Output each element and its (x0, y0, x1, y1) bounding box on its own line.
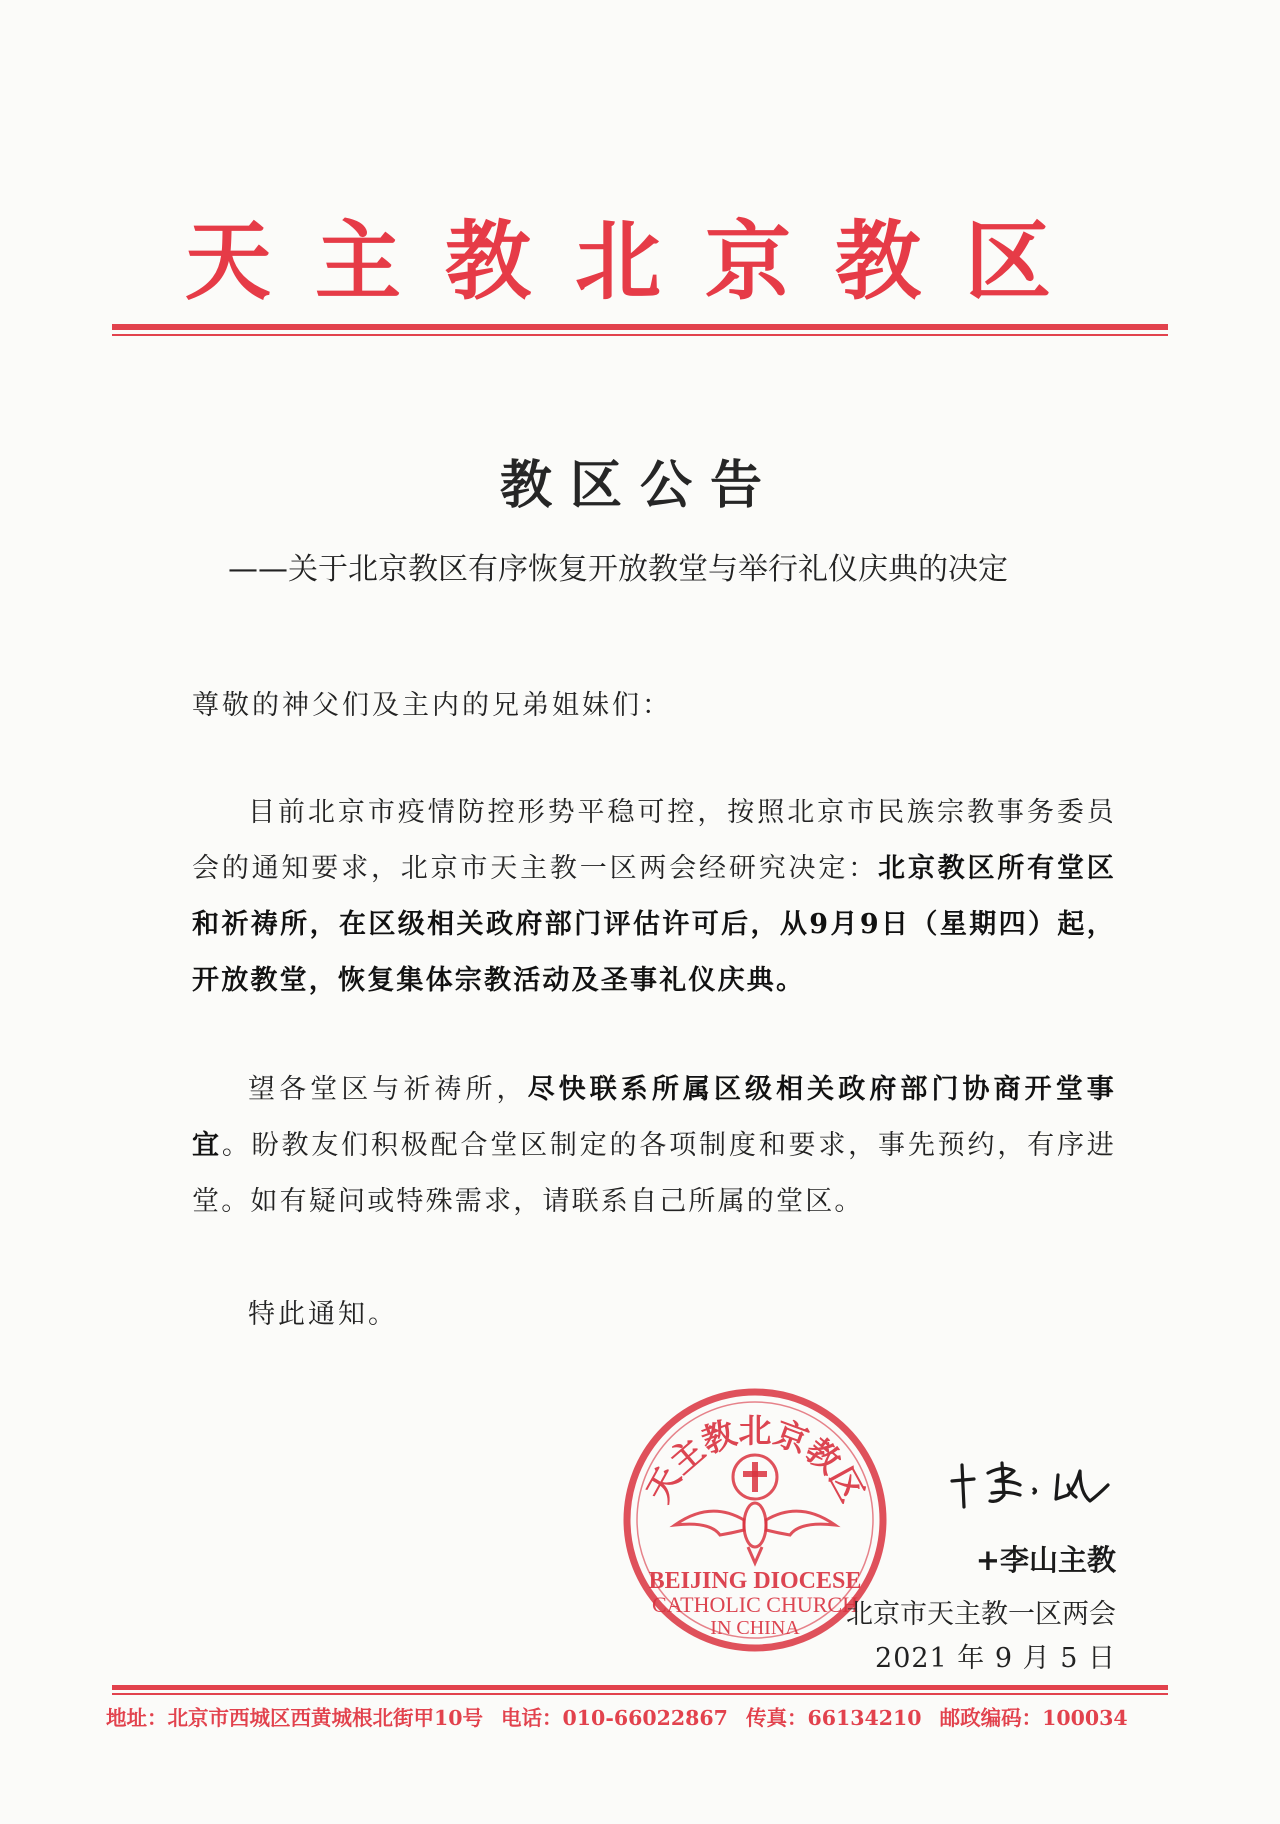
notice-title: 教区公告 (499, 456, 780, 516)
footer-postcode: 邮政编码：100034 (939, 1706, 1128, 1730)
seal-top-text: 天主教北京教区 (638, 1411, 872, 1509)
seal-line1: BEIJING DIOCESE (648, 1568, 862, 1594)
signer-name: +李山主教 (975, 1543, 1116, 1577)
seal-line3: IN CHINA (710, 1617, 800, 1639)
letterhead-rule-thick (112, 324, 1168, 330)
closing-remark: 特此通知。 (248, 1299, 398, 1330)
notice-subtitle: ——关于北京教区有序恢复开放教堂与举行礼仪庆典的决定 (228, 552, 1008, 587)
paragraph-2 (192, 1062, 1116, 1230)
paragraph-1-bold: 北京教区所有堂区和祈祷所，在区级相关政府部门评估许可后，从9月9日（星期四）起，开放教堂，恢复集体宗教活动及圣事礼仪庆典。 (192, 853, 1116, 996)
letterhead-rule-thin (112, 334, 1168, 336)
paragraph-2-plain-before: 望各堂区与祈祷所， (248, 1074, 528, 1105)
footer-address: 地址：北京市西城区西黄城根北街甲10号 (106, 1706, 484, 1730)
paragraph-1-plain: 目前北京市疫情防控形势平稳可控，按照北京市民族宗教事务委员会的通知要求，北京市天主教一区两会经研究决定： (192, 797, 1116, 884)
issuing-organization: 北京市天主教一区两会 (846, 1599, 1116, 1630)
seal-line2: CATHOLIC CHURCH (652, 1592, 858, 1617)
footer-rule-thick (112, 1685, 1168, 1690)
salutation: 尊敬的神父们及主内的兄弟姐妹们： (192, 690, 672, 721)
paragraph-2-bold: 尽快联系所属区级相关政府部门协商开堂事宜 (192, 1074, 1116, 1161)
handwritten-signature (948, 1455, 1118, 1525)
footer-phone: 电话：010-66022867 (501, 1706, 728, 1730)
issue-date: 2021 年 9 月 5 日 (875, 1643, 1116, 1674)
footer-contact (106, 1700, 1174, 1736)
paragraph-1 (192, 785, 1116, 1009)
letterhead-title: 天主教北京教区 (185, 211, 1095, 312)
footer-fax: 传真：66134210 (745, 1706, 922, 1730)
footer-rule-thin (112, 1693, 1168, 1695)
paragraph-2-plain-after: 。盼教友们积极配合堂区制定的各项制度和要求，事先预约，有序进堂。如有疑问或特殊需求，请联系自己所属的堂区。 (192, 1130, 1116, 1217)
